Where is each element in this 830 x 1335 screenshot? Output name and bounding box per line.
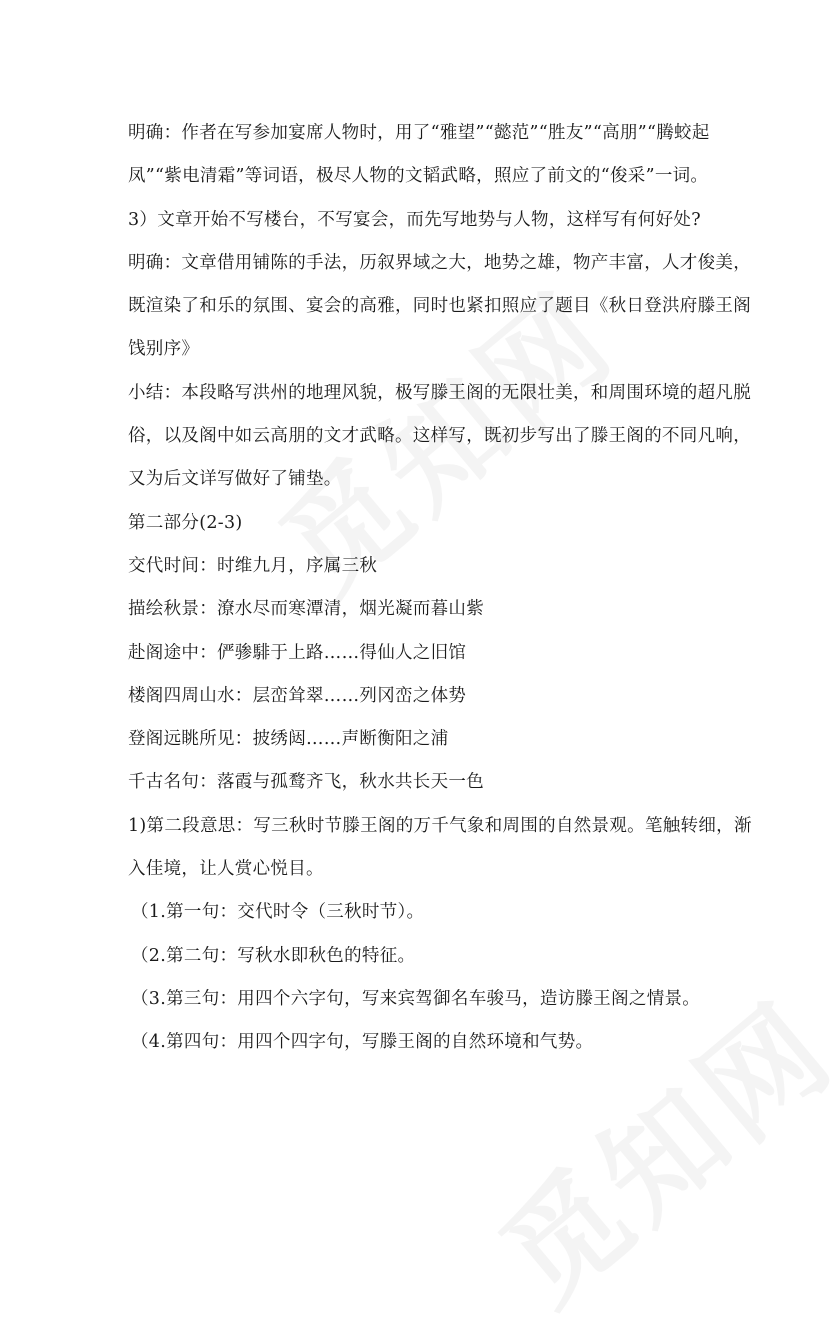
text-line: 明确：文章借用铺陈的手法，历叙界域之大，地势之雄，物产丰富，人才俊美， — [128, 252, 751, 273]
text-line: 既渲染了和乐的氛围、宴会的高雅，同时也紧扣照应了题目《秋日登洪府滕王阁 — [128, 296, 751, 317]
list-item: （2.第二句：写秋水即秋色的特征。 — [131, 945, 416, 966]
text-line: 明确：作者在写参加宴席人物时，用了“雅望”“懿范”“胜友”“高朋”“腾蛟起 — [128, 123, 710, 143]
list-item: （3.第三句：用四个六字句，写来宾驾御名车骏马，造访滕王阁之情景。 — [131, 988, 701, 1009]
text-line: 入佳境，让人赏心悦目。 — [128, 859, 324, 880]
text-line: 又为后文详写做好了铺垫。 — [128, 469, 342, 490]
text-line: 饯别序》 — [128, 339, 200, 360]
list-item: （1.第一句：交代时令（三秋时节）。 — [131, 902, 425, 923]
text-line: 描绘秋景：潦水尽而寒潭清，烟光凝而暮山紫 — [128, 599, 484, 620]
text-line: 3）文章开始不写楼台，不写宴会，而先写地势与人物，这样写有何好处? — [128, 209, 701, 230]
text-line: 1)第二段意思：写三秋时节滕王阁的万千气象和周围的自然景观。笔触转细，渐 — [128, 815, 752, 836]
text-line: 凤”“紫电清霜”等词语，极尽人物的文韬武略，照应了前文的“俊采”一词。 — [128, 166, 709, 187]
document-body — [128, 112, 752, 1065]
text-line: 交代时间：时维九月，序属三秋 — [128, 555, 378, 576]
text-line: 赴阁途中：俨骖騑于上路……得仙人之旧馆 — [128, 642, 467, 663]
text-line: 登阁远眺所见：披绣闼……声断衡阳之浦 — [128, 729, 449, 750]
list-item: （4.第四句：用四个四字句，写滕王阁的自然环境和气势。 — [131, 1032, 594, 1053]
text-line: 楼阁四周山水：层峦耸翠……列冈峦之体势 — [128, 685, 467, 706]
section-heading: 第二部分(2-3) — [128, 512, 243, 533]
text-line: 千古名句：落霞与孤鹜齐飞，秋水共长天一色 — [128, 772, 484, 793]
text-line: 小结：本段略写洪州的地理风貌，极写滕王阁的无限壮美，和周围环境的超凡脱 — [128, 382, 751, 403]
text-line: 俗，以及阁中如云高朋的文才武略。这样写，既初步写出了滕王阁的不同凡响， — [128, 426, 751, 447]
